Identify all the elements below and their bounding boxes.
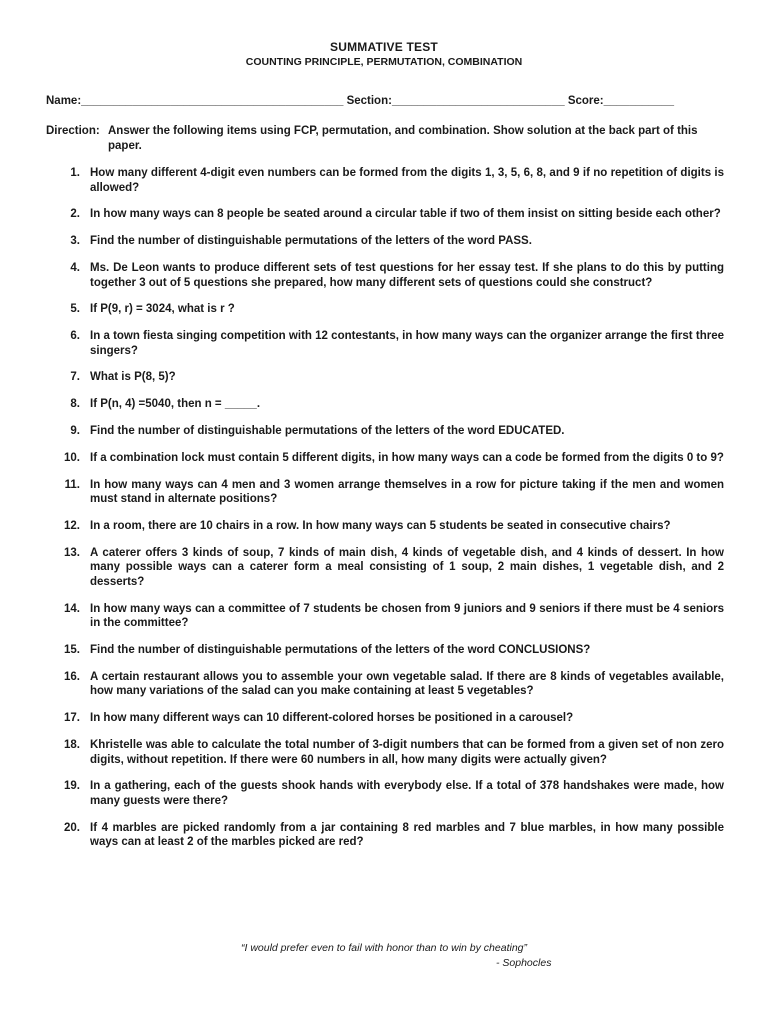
question-number: 9. bbox=[70, 425, 80, 438]
question-number: 16. bbox=[64, 670, 80, 683]
question-number: 14. bbox=[64, 602, 80, 615]
question-number: 13. bbox=[64, 546, 80, 559]
question-text: In a room, there are 10 chairs in a row. In how many ways can 5 students be seated in consecutive chairs? bbox=[90, 519, 671, 532]
question-text: In how many ways can 4 men and 3 women arrange themselves in a row for picture taking if the men and women must stand in alternate positions? bbox=[90, 478, 724, 506]
question-item bbox=[46, 234, 724, 249]
question-text: Find the number of distinguishable permutations of the letters of the word PASS. bbox=[90, 235, 532, 248]
question-text: A caterer offers 3 kinds of soup, 7 kinds of main dish, 4 kinds of vegetable dish, and 4 kinds of dessert. In how many possible ways can a caterer form a meal consisting of 1 soup, 2 main dishes, 1 vegetable dish, and 2 desserts? bbox=[90, 546, 724, 588]
question-text: Khristelle was able to calculate the total number of 3-digit numbers that can be formed from a given set of non zero digits, without repetition. If there were 60 numbers in all, how many digits were actually given? bbox=[90, 739, 724, 766]
question-number: 17. bbox=[64, 712, 80, 725]
question-item bbox=[46, 370, 724, 385]
question-text: If 4 marbles are picked randomly from a jar containing 8 red marbles and 7 blue marbles, in how many possible ways can at least 2 of the marbles picked are red? bbox=[90, 821, 724, 849]
question-number: 3. bbox=[70, 235, 80, 248]
question-item bbox=[46, 670, 724, 699]
question-item bbox=[46, 643, 724, 658]
quote-author: - Sophocles bbox=[496, 957, 552, 969]
question-item bbox=[46, 519, 724, 534]
question-text: In how many different ways can 10 different-colored horses be positioned in a carousel? bbox=[90, 712, 574, 725]
question-text: In how many ways can a committee of 7 students be chosen from 9 juniors and 9 seniors if there must be 4 seniors in the committee? bbox=[90, 602, 724, 630]
question-text: A certain restaurant allows you to assemble your own vegetable salad. If there are 8 kinds of vegetables available, how many variations of the salad can you make containing at least 5 vegetables? bbox=[90, 670, 724, 698]
question-number: 12. bbox=[64, 519, 80, 532]
question-text: In how many ways can 8 people be seated around a circular table if two of them insist on sitting beside each other? bbox=[90, 208, 721, 221]
question-text: Ms. De Leon wants to produce different sets of test questions for her essay test. If she plans to do this by putting together 3 out of 5 questions she prepared, how many different sets of questions could she construct? bbox=[90, 261, 724, 289]
question-item bbox=[46, 424, 724, 439]
question-number: 19. bbox=[64, 780, 80, 793]
direction-label: Direction: bbox=[46, 125, 100, 137]
question-number: 10. bbox=[64, 451, 80, 464]
question-number: 1. bbox=[70, 167, 80, 179]
question-number: 20. bbox=[64, 821, 80, 834]
question-number: 4. bbox=[70, 261, 80, 274]
question-text: What is P(8, 5)? bbox=[90, 371, 176, 384]
question-item bbox=[46, 207, 724, 222]
footer-quote: “I would prefer even to fail with honor than to win by cheating” bbox=[241, 942, 527, 954]
question-item bbox=[46, 546, 724, 590]
question-text: Find the number of distinguishable permutations of the letters of the word EDUCATED. bbox=[90, 425, 565, 438]
question-text: If P(n, 4) =5040, then n = _____. bbox=[90, 398, 261, 411]
question-text: If a combination lock must contain 5 different digits, in how many ways can a code be formed from the digits 0 to 9? bbox=[90, 451, 724, 464]
question-item bbox=[46, 451, 724, 466]
question-item bbox=[46, 738, 724, 767]
question-item bbox=[46, 711, 724, 726]
question-number: 5. bbox=[70, 303, 80, 316]
direction-block bbox=[46, 124, 726, 154]
question-number: 6. bbox=[70, 330, 80, 343]
test-title: SUMMATIVE TEST bbox=[330, 40, 438, 54]
question-item bbox=[46, 397, 724, 412]
question-text: In a gathering, each of the guests shook hands with everybody else. If a total of 378 handshakes were made, how many guests were there? bbox=[90, 780, 724, 807]
question-number: 8. bbox=[70, 398, 80, 411]
question-list bbox=[46, 166, 724, 862]
question-text: Find the number of distinguishable permutations of the letters of the word CONCLUSIONS? bbox=[90, 644, 591, 657]
question-item bbox=[46, 329, 724, 358]
question-item bbox=[46, 779, 724, 808]
question-number: 15. bbox=[64, 644, 80, 657]
question-number: 7. bbox=[70, 371, 80, 384]
question-number: 2. bbox=[70, 208, 80, 221]
student-info-line: Name:_________________________________________ Section:___________________________ Score:___________ bbox=[46, 95, 674, 107]
question-text: How many different 4-digit even numbers can be formed from the digits 1, 3, 5, 6, 8, and 9 if no repetition of digits is allowed? bbox=[90, 167, 724, 194]
question-item bbox=[46, 166, 724, 195]
question-item bbox=[46, 821, 724, 850]
question-text: If P(9, r) = 3024, what is r ? bbox=[90, 303, 235, 316]
question-item bbox=[46, 478, 724, 507]
question-item bbox=[46, 302, 724, 317]
question-item bbox=[46, 261, 724, 290]
test-subtitle: COUNTING PRINCIPLE, PERMUTATION, COMBINATION bbox=[245, 56, 523, 68]
question-text: In a town fiesta singing competition with 12 contestants, in how many ways can the organizer arrange the first three singers? bbox=[90, 330, 724, 357]
question-number: 18. bbox=[64, 739, 80, 752]
direction-text: Answer the following items using FCP, permutation, and combination. Show solution at the back part of this paper. bbox=[108, 125, 698, 152]
question-number: 11. bbox=[64, 478, 80, 491]
question-item bbox=[46, 602, 724, 631]
